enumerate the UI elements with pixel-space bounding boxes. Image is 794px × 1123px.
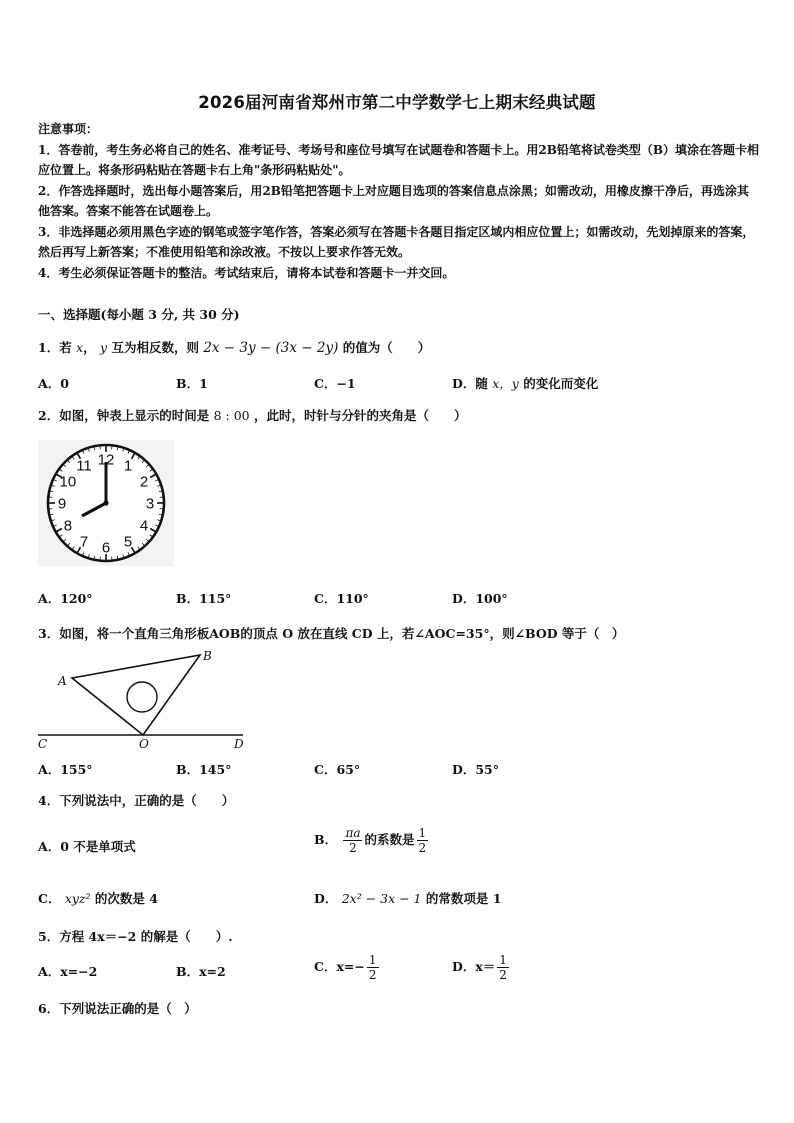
option-text: 的系数是 (364, 832, 415, 847)
question-text: 若 (59, 340, 72, 355)
option-text: 的常数项是 1 (425, 891, 502, 906)
option-c[interactable] (38, 889, 158, 907)
fraction (417, 826, 429, 855)
question-text: ， (83, 340, 96, 355)
fraction (497, 953, 509, 982)
fraction (343, 826, 362, 855)
math-expression: 2x − 3y − (3x − 2y) (203, 340, 339, 356)
option-a[interactable]: A．155° (38, 762, 93, 777)
option-a[interactable]: A．0 (38, 376, 69, 391)
option-text: D．随 (452, 376, 488, 391)
clock-number: 2 (139, 473, 149, 491)
label-o: O (139, 737, 149, 751)
option-a[interactable]: A．0 不是单项式 (38, 839, 136, 854)
notes-item: 4．考生必须保证答题卡的整洁。考试结束后，请将本试卷和答题卡一并交回。 (38, 265, 455, 280)
clock-figure (38, 440, 174, 566)
fraction-denominator: 2 (499, 968, 507, 982)
fraction-numerator: 1 (418, 826, 427, 840)
clock-number: 9 (57, 495, 67, 513)
clock-number: 3 (145, 495, 155, 513)
math-var: x (76, 340, 84, 355)
question-number: 2． (38, 408, 60, 423)
option-text: D．x＝ (452, 959, 496, 974)
math-expression: x，y (492, 376, 519, 391)
option-d[interactable]: D．55° (452, 762, 499, 777)
label-c: C (38, 737, 48, 751)
question-1 (38, 338, 430, 356)
question-text: ，此时，时针与分针的夹角是（ ） (253, 408, 467, 423)
option-d[interactable]: D．100° (452, 591, 508, 606)
clock-number: 7 (79, 533, 89, 551)
fraction (367, 953, 379, 982)
triangle-aob (72, 655, 200, 735)
option-b[interactable]: B．115° (176, 591, 232, 606)
question-text: 如图，钟表上显示的时间是 (59, 408, 210, 423)
clock-number: 4 (139, 517, 149, 535)
triangle-svg (38, 648, 248, 752)
notes-item: 1．答卷前，考生务必将自己的姓名、准考证号、考场号和座位号填写在试题卷和答题卡上。用2B铅笔将试卷类型（B）填涂在答题卡相应位置上。将条形码粘贴在答题卡右上角"条形码粘贴处"。 (38, 142, 759, 177)
math-var: y (100, 340, 108, 355)
question-5: 5．方程 4x＝−2 的解是（ ）. (38, 929, 233, 944)
question-6: 6．下列说法正确的是（ ） (38, 1001, 197, 1016)
option-text: D． (314, 891, 338, 906)
option-d[interactable] (452, 374, 598, 392)
clock-svg (38, 440, 174, 566)
option-a[interactable]: A．120° (38, 591, 93, 606)
option-d[interactable] (452, 953, 511, 982)
option-text: C． (38, 891, 61, 906)
math-expression: 2x² − 3x − 1 (341, 891, 422, 906)
question-text: 互为相反数，则 (111, 340, 199, 355)
option-c[interactable]: C．65° (314, 762, 361, 777)
notes-heading: 注意事项： (38, 122, 99, 136)
option-text: 的变化而变化 (523, 376, 599, 391)
clock-number: 12 (97, 451, 115, 469)
clock-number: 1 (123, 457, 133, 475)
clock-number: 8 (63, 517, 73, 535)
section-heading: 一、选择题(每小题 3 分, 共 30 分) (38, 307, 240, 322)
option-c[interactable]: C．110° (314, 591, 369, 606)
option-text: C．x=− (314, 959, 365, 974)
option-b[interactable]: B．145° (176, 762, 232, 777)
notes-block (38, 119, 760, 283)
question-number: 1． (38, 340, 60, 355)
question-4: 4．下列说法中，正确的是（ ） (38, 793, 235, 808)
label-b: B (203, 649, 212, 663)
fraction-denominator: 2 (368, 968, 377, 982)
question-text: 的值为（ ） (342, 340, 431, 355)
option-c[interactable]: C．−1 (314, 376, 356, 391)
fraction-denominator: 2 (349, 841, 357, 855)
question-2 (38, 406, 466, 424)
fraction-numerator: 1 (499, 953, 507, 967)
triangle-figure (38, 648, 248, 752)
triangle-hole (127, 682, 157, 712)
option-a[interactable]: A．x=−2 (38, 964, 98, 979)
label-a: A (58, 674, 67, 688)
option-d[interactable] (314, 889, 501, 907)
fraction-denominator: 2 (418, 841, 427, 855)
question-3: 3．如图，将一个直角三角形板AOB的顶点 O 放在直线 CD 上，若∠AOC=35°，则∠BOD 等于（ ） (38, 626, 625, 641)
clock-number: 6 (101, 539, 111, 557)
fraction-numerator: 1 (368, 953, 377, 967)
clock-number: 5 (123, 533, 133, 551)
option-b[interactable]: B．1 (176, 376, 208, 391)
math-expression: xyz² (64, 891, 91, 906)
clock-center (103, 500, 108, 505)
clock-number: 10 (59, 473, 77, 491)
option-b[interactable] (314, 826, 430, 855)
label-d: D (234, 737, 244, 751)
notes-item: 3．非选择题必须用黑色字迹的钢笔或签字笔作答，答案必须写在答题卡各题目指定区域内相应位置上；如需改动，先划掉原来的答案，然后再写上新答案；不准使用铅笔和涂改液。不按以上要求作答无效。 (38, 224, 755, 259)
notes-item: 2．作答选择题时，选出每小题答案后，用2B铅笔把答题卡上对应题目选项的答案信息点涂黑；如需改动，用橡皮擦干净后，再选涂其他答案。答案不能答在试题卷上。 (38, 183, 749, 218)
option-text: 的次数是 4 (94, 891, 158, 906)
option-c[interactable] (314, 953, 381, 982)
page-title: 2026届河南省郑州市第二中学数学七上期末经典试题 (198, 93, 596, 112)
fraction-numerator: πa (345, 826, 361, 840)
clock-number: 11 (76, 457, 92, 475)
time-value: 8 : 00 (213, 408, 250, 423)
option-text: B． (314, 832, 338, 847)
option-b[interactable]: B．x=2 (176, 964, 226, 979)
